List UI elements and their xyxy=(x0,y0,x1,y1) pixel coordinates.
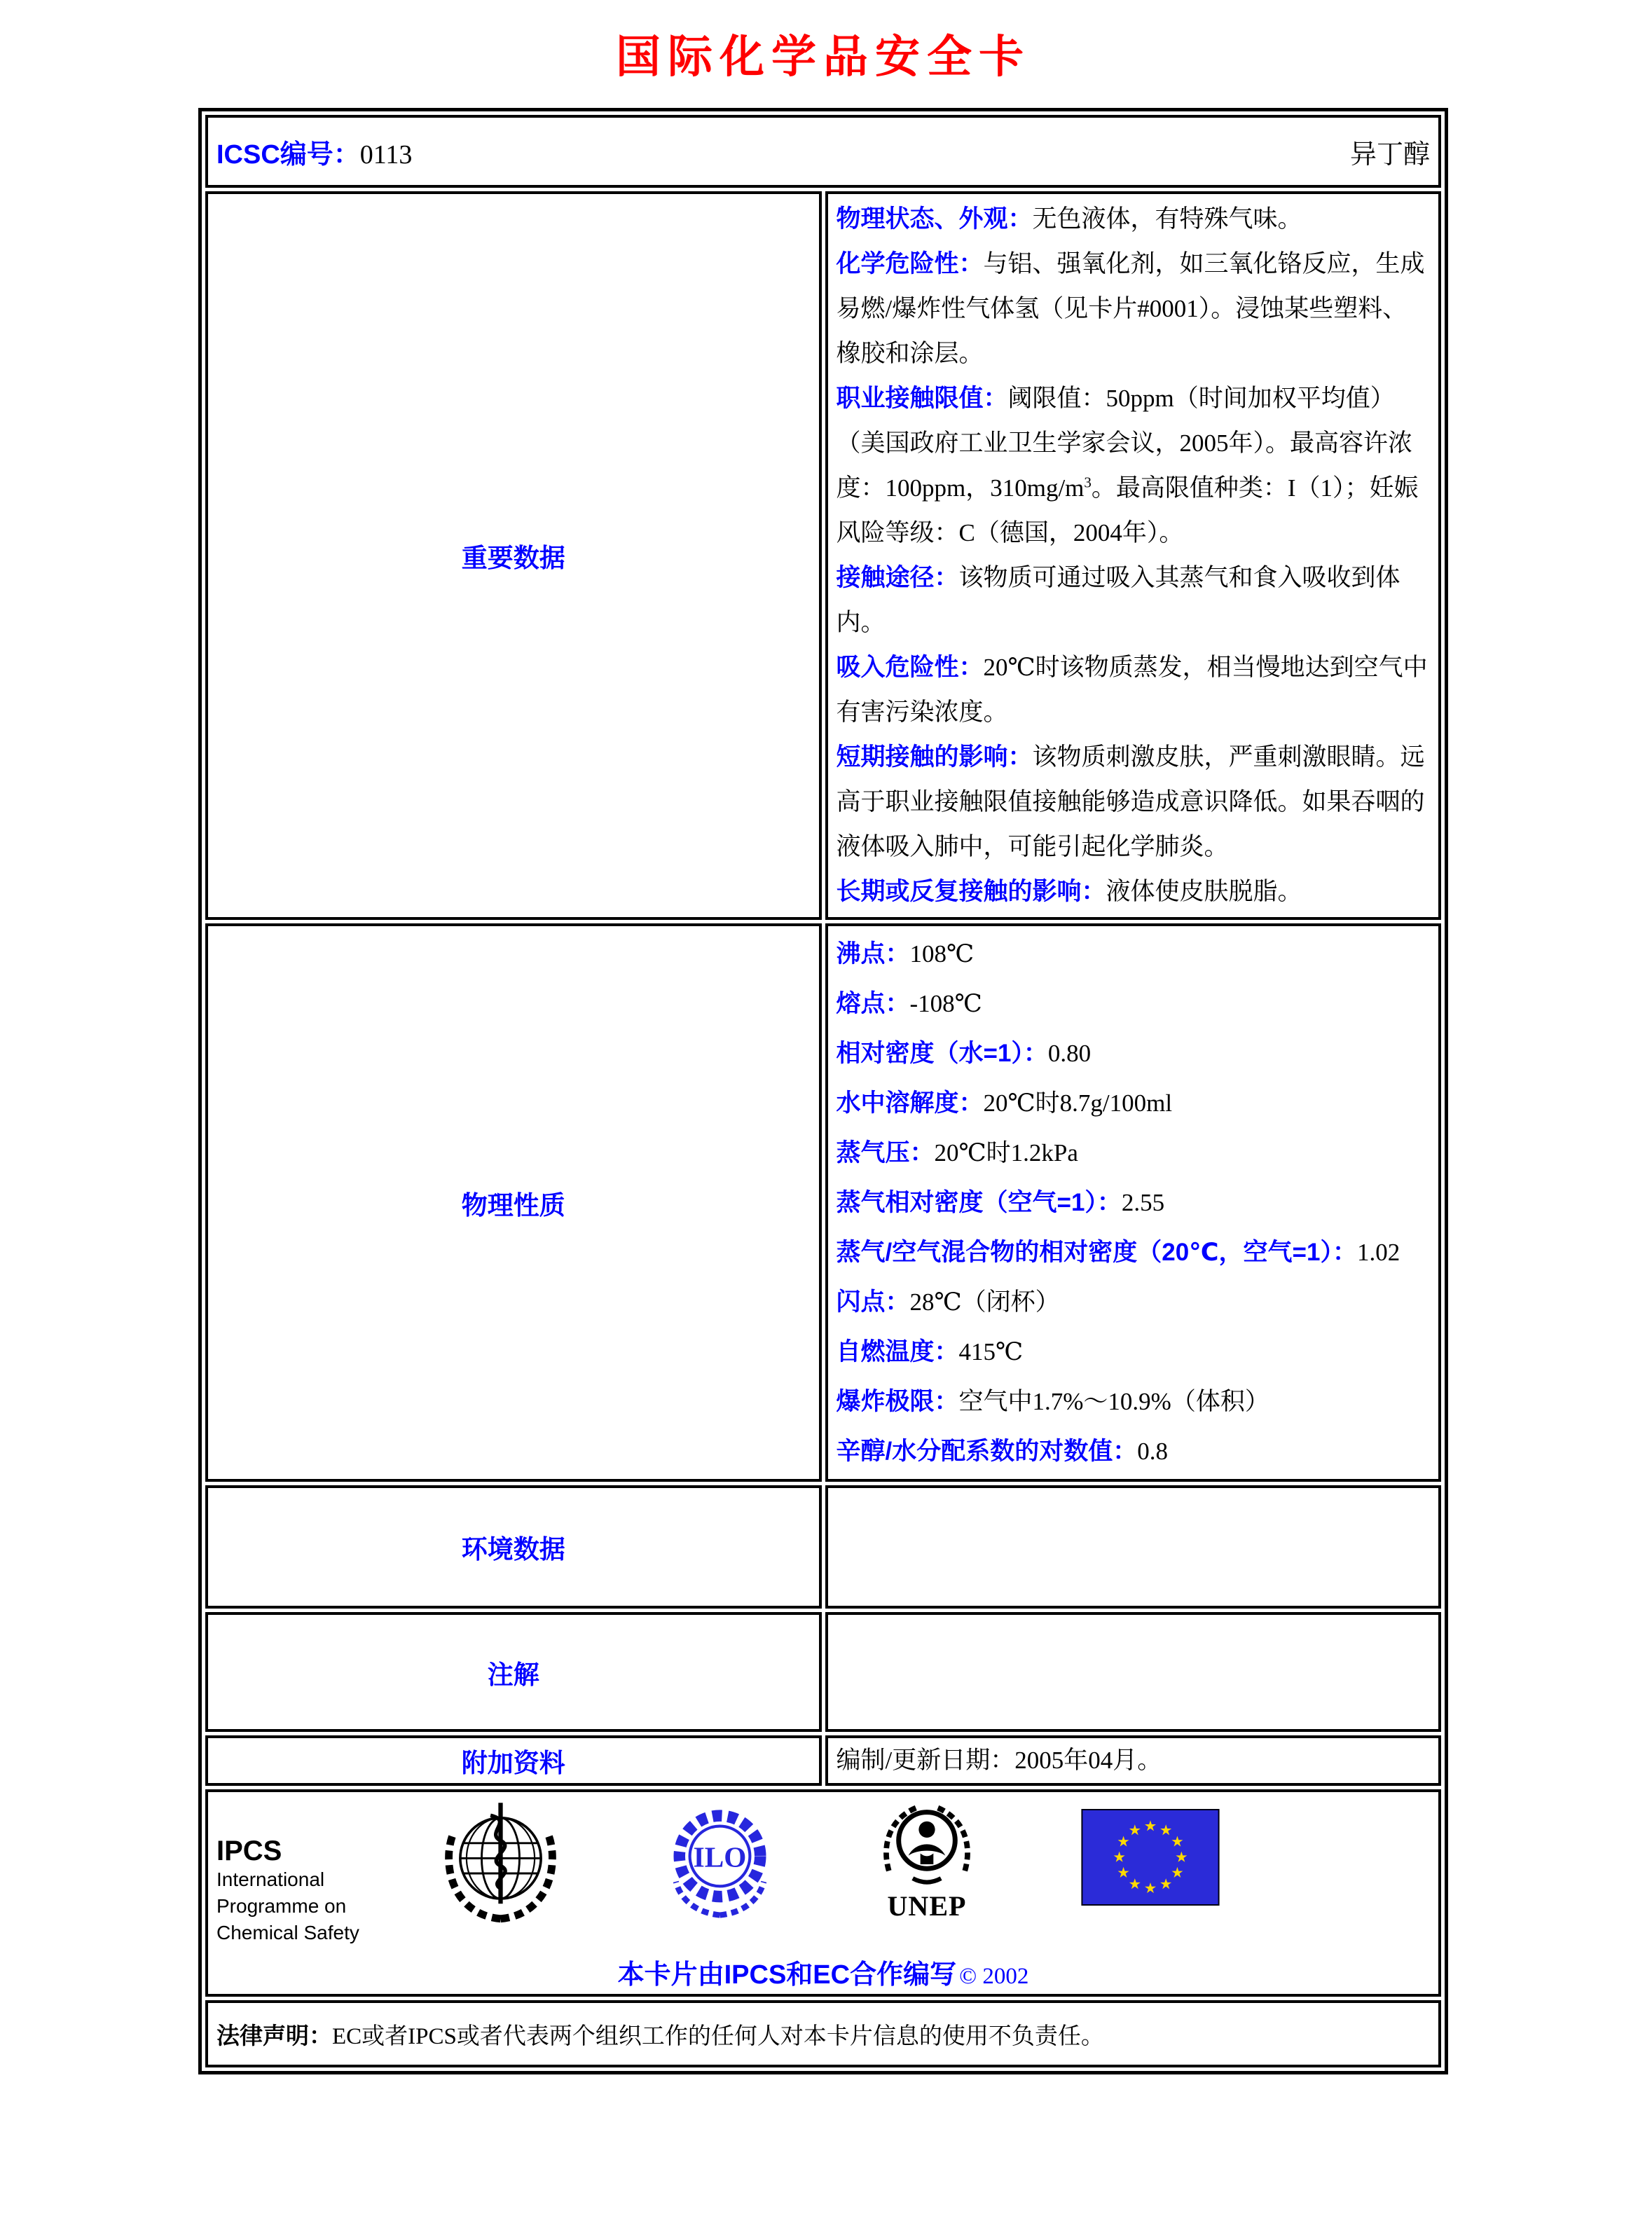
field-label: 接触途径： xyxy=(836,564,959,591)
field-label: 职业接触限值： xyxy=(836,385,1008,412)
field-label: 短期接触的影响： xyxy=(836,743,1033,771)
field-label: 蒸气相对密度（空气=1）： xyxy=(836,1189,1122,1216)
important-data-content xyxy=(825,191,1442,920)
ipcs-subtitle-line: Programme on xyxy=(216,1894,347,1917)
field-long-term-effects xyxy=(837,869,1431,914)
field-vapor-air-mixture-density xyxy=(837,1227,1431,1277)
field-label: 水中溶解度： xyxy=(836,1089,984,1117)
field-label: 爆炸极限： xyxy=(836,1388,959,1415)
icsc-number-value: 0113 xyxy=(359,139,413,170)
legal-text: EC或者IPCS或者代表两个组织工作的任何人对本卡片信息的使用不负责任。 xyxy=(332,2023,1104,2049)
header-row xyxy=(205,115,1441,188)
field-exposure-routes xyxy=(837,556,1431,645)
physical-properties-content xyxy=(825,923,1442,1482)
legal-cell xyxy=(205,2000,1441,2067)
environmental-data-content xyxy=(825,1485,1442,1609)
field-octanol-water-partition xyxy=(837,1426,1431,1476)
field-occupational-exposure-limits xyxy=(837,376,1431,556)
field-label: 闪点： xyxy=(836,1288,910,1316)
unep-logo-block xyxy=(867,1799,986,1922)
legal-label: 法律声明： xyxy=(216,2022,332,2049)
field-value: 该物质刺激皮肤，严重刺激眼睛。远高于职业接触限值接触能够造成意识降低。如果吞咽的液体吸入肺中，可能引起化学肺炎。 xyxy=(836,743,1425,860)
notes-content xyxy=(825,1612,1442,1732)
field-value: 0.80 xyxy=(1047,1040,1092,1067)
field-flash-point xyxy=(837,1277,1431,1327)
logos-cell xyxy=(205,1789,1441,1997)
eu-flag-icon xyxy=(1080,1809,1220,1909)
field-label: 沸点： xyxy=(836,940,910,968)
section-label-important-data: 重要数据 xyxy=(205,191,822,920)
ipcs-subtitle-line: International xyxy=(216,1868,325,1890)
section-label-environmental-data: 环境数据 xyxy=(205,1485,822,1609)
field-value: 1.02 xyxy=(1356,1239,1400,1266)
field-autoignition-temperature xyxy=(837,1327,1431,1377)
field-label: 相对密度（水=1）： xyxy=(836,1040,1048,1067)
field-value: 阈限值：50ppm（时间加权平均值）（美国政府工业卫生学家会议，2005年）。最高容许浓度：100ppm，310mg/m xyxy=(836,385,1413,502)
chemical-name: 异丁醇 xyxy=(1349,139,1430,170)
credit-line xyxy=(216,1953,1430,1991)
field-label: 自燃温度： xyxy=(836,1338,959,1365)
ipcs-subtitle-line: Chemical Safety xyxy=(216,1921,359,1943)
update-date: 编制/更新日期：2005年04月。 xyxy=(836,1747,1162,1774)
field-value: -108℃ xyxy=(909,990,982,1017)
field-vapor-relative-density xyxy=(837,1178,1431,1227)
physical-properties-row xyxy=(205,923,1441,1482)
icsc-number-label: ICSC编号： xyxy=(216,139,360,170)
field-vapor-pressure xyxy=(837,1128,1431,1178)
field-value: 2.55 xyxy=(1121,1189,1165,1216)
field-value: 。最高限值种类：I（1）；妊娠风险等级：C（德国，2004年）。 xyxy=(836,474,1419,546)
credit-text: 本卡片由IPCS和EC合作编写 xyxy=(617,1960,957,1990)
field-label: 长期或反复接触的影响： xyxy=(836,878,1106,905)
important-data-row xyxy=(205,191,1441,920)
ilo-logo-icon xyxy=(662,1798,778,1924)
field-water-solubility xyxy=(837,1078,1431,1128)
icsc-card-table xyxy=(198,108,1448,2074)
legal-row xyxy=(205,2000,1441,2067)
field-chemical-danger xyxy=(837,242,1431,376)
field-label: 蒸气/空气混合物的相对密度（20℃，空气=1）： xyxy=(836,1239,1357,1266)
field-value: 与铝、强氧化剂，如三氧化铬反应，生成易燃/爆炸性气体氢（见卡片#0001）。浸蚀某些塑料、橡胶和涂层。 xyxy=(836,250,1425,367)
copyright-text: © 2002 xyxy=(959,1964,1029,1990)
environmental-data-row xyxy=(205,1485,1441,1609)
field-short-term-effects xyxy=(837,735,1431,869)
field-value: 20℃时该物质蒸发，相当慢地达到空气中有害污染浓度。 xyxy=(836,654,1428,726)
field-value: 415℃ xyxy=(958,1338,1024,1365)
field-value: 空气中1.7%～10.9%（体积） xyxy=(958,1388,1269,1415)
unep-label: UNEP xyxy=(887,1890,967,1922)
logos-row xyxy=(205,1789,1441,1997)
field-label: 物理状态、外观： xyxy=(836,205,1033,233)
field-value: 0.8 xyxy=(1137,1438,1168,1465)
field-value: 28℃（闭杯） xyxy=(909,1288,1060,1316)
field-label: 蒸气压： xyxy=(836,1139,935,1166)
svg-text:ILO: ILO xyxy=(693,1840,747,1873)
field-explosive-limits xyxy=(837,1377,1431,1426)
field-relative-density xyxy=(837,1028,1431,1078)
icsc-sheet xyxy=(198,0,1448,2074)
ipcs-logo-text xyxy=(216,1836,402,1946)
field-value: 108℃ xyxy=(909,940,975,968)
header-cell xyxy=(205,115,1441,188)
field-melting-point xyxy=(837,979,1431,1028)
field-physical-state xyxy=(837,197,1431,242)
field-label: 熔点： xyxy=(836,990,910,1017)
section-label-additional-info: 附加资料 xyxy=(205,1735,822,1786)
page-title: 国际化学品安全卡 xyxy=(616,31,1031,83)
section-label-physical-properties: 物理性质 xyxy=(205,923,822,1482)
section-label-notes: 注解 xyxy=(205,1612,822,1732)
notes-row xyxy=(205,1612,1441,1732)
field-value: 液体使皮肤脱脂。 xyxy=(1106,878,1302,905)
additional-info-content xyxy=(825,1735,1442,1786)
field-value: 无色液体，有特殊气味。 xyxy=(1032,205,1302,233)
field-label: 化学危险性： xyxy=(836,250,984,277)
field-boiling-point xyxy=(837,929,1431,979)
additional-info-row xyxy=(205,1735,1441,1786)
unep-logo-icon xyxy=(867,1799,986,1886)
field-label: 吸入危险性： xyxy=(836,654,984,681)
field-value: 20℃时8.7g/100ml xyxy=(983,1089,1173,1117)
field-label: 辛醇/水分配系数的对数值： xyxy=(836,1438,1138,1465)
field-inhalation-risk xyxy=(837,645,1431,735)
superscript: 3 xyxy=(1084,474,1092,491)
field-value: 20℃时1.2kPa xyxy=(934,1139,1078,1166)
who-logo-icon xyxy=(436,1798,565,1924)
icsc-number xyxy=(216,132,412,171)
field-value: 该物质可通过吸入其蒸气和食入吸收到体内。 xyxy=(836,564,1400,636)
ipcs-title: IPCS xyxy=(216,1836,282,1866)
